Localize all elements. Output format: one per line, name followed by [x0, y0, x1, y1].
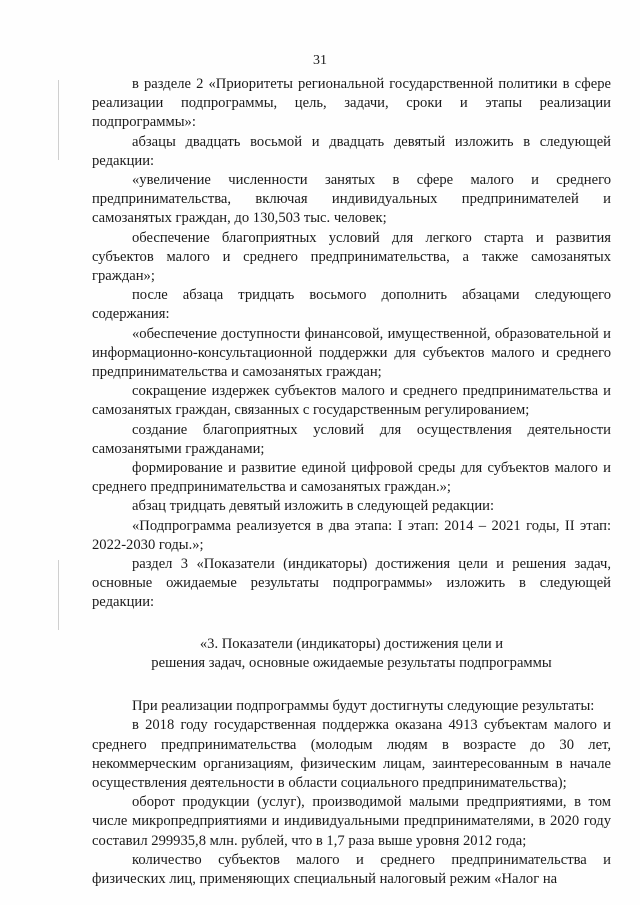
paragraph: раздел 3 «Показатели (индикаторы) достижения цели и решения задач, основные ожидаемые результаты подпрограммы» изложить в следующей редакции: — [92, 556, 611, 611]
paragraph: «обеспечение доступности финансовой, имущественной, образовательной и информационно-консультационной поддержки для субъектов малого и среднего предпринимательства и самозанятых граждан; — [92, 325, 611, 381]
paragraph: количество субъектов малого и среднего предпринимательства и физических лиц, применяющих специальный налоговый режим «Налог на — [92, 851, 611, 887]
section-heading-line-2: решения задач, основные ожидаемые результаты подпрограммы — [151, 654, 552, 671]
paragraph: после абзаца тридцать восьмого дополнить абзацами следующего содержания: — [92, 287, 611, 323]
paragraph: создание благоприятных условий для осуществления деятельности самозанятыми гражданами; — [92, 421, 611, 457]
document-body — [92, 75, 611, 889]
paragraph: формирование и развитие единой цифровой среды для субъектов малого и среднего предпринимательства и самозанятых граждан.»; — [92, 460, 611, 496]
paragraph: оборот продукции (услуг), производимой малыми предприятиями, в том числе микропредприятиями и индивидуальными предпринимателями, в 2020 году составил 299935,8 млн. рублей, что в 1,7 раза выше уровня 2012 года; — [92, 794, 611, 849]
paragraph: абзацы двадцать восьмой и двадцать девятый изложить в следующей редакции: — [92, 133, 611, 169]
paragraph: «увеличение численности занятых в сфере малого и среднего предпринимательства, включая индивидуальных предпринимателей и самозанятых граждан, до 130,503 тыс. человек; — [92, 172, 611, 227]
margin-scan-artifact — [58, 560, 59, 630]
paragraph: При реализации подпрограммы будут достигнуты следующие результаты: — [132, 698, 595, 715]
page-number: 31 — [313, 53, 327, 68]
paragraph: сокращение издержек субъектов малого и среднего предпринимательства и самозанятых граждан, связанных с государственным регулированием; — [92, 383, 611, 419]
paragraph: в разделе 2 «Приоритеты региональной государственной политики в сфере реализации подпрограммы, цель, задачи, сроки и этапы реализации подпрограммы»: — [92, 76, 611, 131]
paragraph: абзац тридцать девятый изложить в следующей редакции: — [132, 498, 495, 515]
section-heading — [92, 635, 611, 673]
paragraph: обеспечение благоприятных условий для легкого старта и развития субъектов малого и среднего предпринимательства, а также самозанятых граждан»; — [92, 229, 611, 285]
section-heading-line-1: «3. Показатели (индикаторы) достижения цели и — [199, 635, 504, 652]
paragraph: «Подпрограмма реализуется в два этапа: I этап: 2014 – 2021 годы, II этап: 2022-2030 годы.»; — [92, 517, 611, 553]
margin-scan-artifact — [58, 80, 59, 160]
paragraph: в 2018 году государственная поддержка оказана 4913 субъектам малого и среднего предпринимательства (молодым людям в возрасте до 30 лет, некоммерческим организациям, физическим лицам, заинтересованным в начале осуществления деятельности в области социального предпринимательства); — [92, 717, 611, 791]
